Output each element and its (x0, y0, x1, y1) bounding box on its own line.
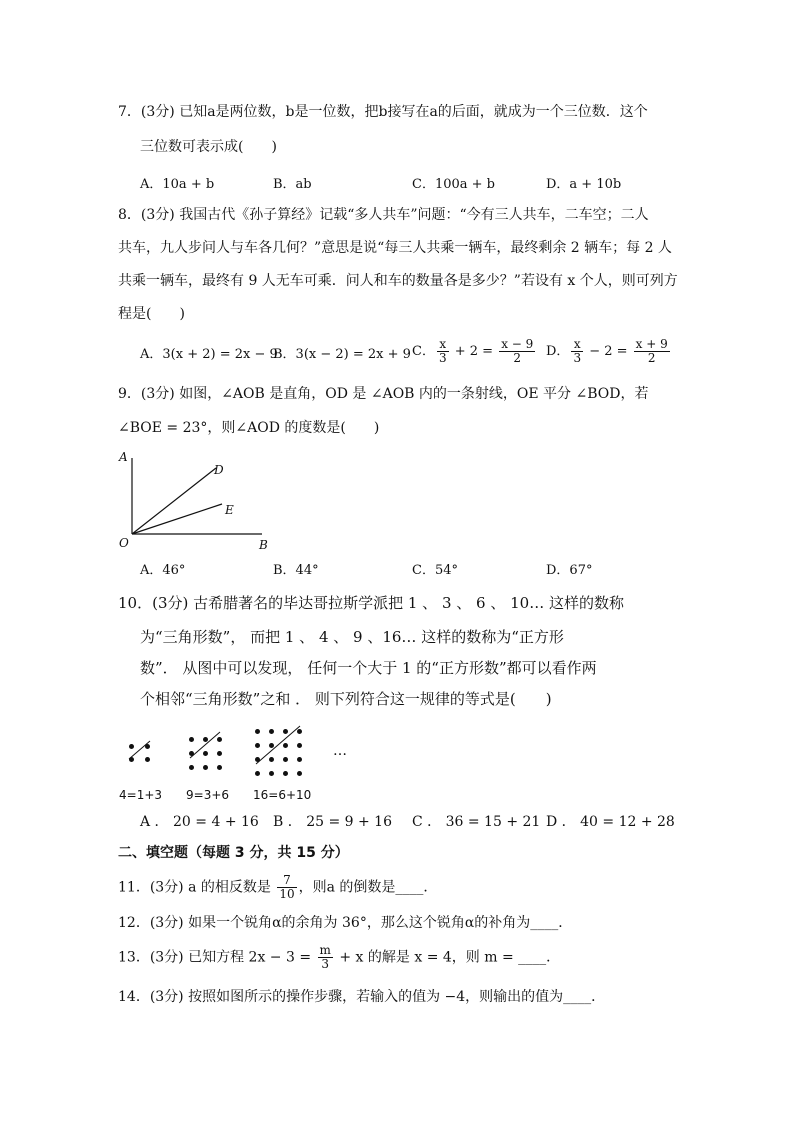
q12: 12．(3分) 如果一个锐角α的余角为 36°，那么这个锐角α的补角为____． (118, 915, 573, 931)
q10-line1: 10．(3分) 古希腊著名的毕达哥拉斯学派把 1 、 3 、 6 、 10… 这样的数称 (118, 594, 624, 612)
q13-fraction: $\frac{m}{3}$ (319, 943, 331, 971)
label-d: D (214, 463, 224, 477)
ray-oe (132, 504, 222, 534)
q9-line2: ∠BOE = 23°，则∠AOD 的度数是( ) (118, 420, 380, 436)
q10-option-a: A ． 20 = 4 + 16 (140, 814, 259, 830)
q7-option-b: B．ab (273, 177, 312, 192)
q8-line3: 共乘一辆车，最终有 9 人无车可乘．问人和车的数量各是多少？”若设有 x 个人，则可列方 (118, 273, 678, 289)
q13: 13．(3分) 已知方程 2x − 3 = $\frac{m}{3}$ + x 的解是 x = 4，则 m = ____． (118, 943, 561, 971)
label-a: A (119, 450, 128, 464)
q7-option-d: D．a + 10b (546, 177, 622, 192)
q9-option-c: C．54° (412, 563, 458, 578)
q8-d-frac1: $\frac{x}{3}$ (573, 337, 582, 365)
caption-9: 9=3+6 (186, 788, 230, 802)
dot-pattern-ellipsis: … (333, 743, 347, 759)
q8-option-a: A．3(x + 2) = 2x − 9 (140, 347, 278, 362)
q7-option-c: C．100a + b (412, 177, 495, 192)
section-fill-in-title: 二、填空题（每题 3 分，共 15 分） (118, 845, 349, 861)
q10-line4: 个相邻“三角形数”之和 ． 则下列符合这一规律的等式是( ) (140, 690, 552, 708)
q7-option-a: A．10a + b (140, 177, 215, 192)
q9-option-d: D．67° (546, 563, 593, 578)
label-b: B (259, 538, 268, 552)
q8-c-frac2: $\frac{x - 9}{2}$ (501, 337, 534, 365)
q10-line3: 数”． 从图中可以发现， 任何一个大于 1 的“正方形数”都可以看作两 (140, 659, 597, 677)
q9-line1: 9．(3分) 如图，∠AOB 是直角，OD 是 ∠AOB 内的一条射线，OE 平分 ∠BOD，若 (118, 386, 649, 402)
q8-option-c: C． $\frac{x}{3}$ + 2 = $\frac{x - 9}{2}$ (412, 337, 534, 365)
q7-line1: 7．(3分) 已知a是两位数，b是一位数，把b接写在a的后面，就成为一个三位数．这个 (118, 104, 648, 120)
q10-option-c: C ． 36 = 15 + 21 (412, 814, 541, 830)
q8-line4: 程是( ) (118, 306, 185, 322)
q11: 11．(3分) a 的相反数是 $\frac{7}{10}$ ，则a 的倒数是____． (118, 873, 438, 901)
q8-line2: 共车，九人步问人与车各几何？”意思是说“每三人共乘一辆车，最终剩余 2 辆车；每 2 人 (118, 240, 672, 256)
q8-d-frac2: $\frac{x + 9}{2}$ (635, 337, 668, 365)
label-e: E (225, 503, 234, 517)
q14: 14．(3分) 按照如图所示的操作步骤，若输入的值为 −4，则输出的值为____． (118, 989, 606, 1005)
q8-option-b: B．3(x − 2) = 2x + 9 (273, 347, 411, 362)
q8-c-frac1: $\frac{x}{3}$ (438, 337, 447, 365)
label-o: O (119, 536, 129, 550)
q10-line2: 为“三角形数”， 而把 1 、 4 、 9 、16… 这样的数称为“正方形 (140, 628, 564, 646)
q8-line1: 8．(3分) 我国古代《孙子算经》记载“多人共车”问题：“今有三人共车，二车空；二人 (118, 207, 649, 223)
q9-option-a: A．46° (140, 563, 186, 578)
q9-angle-figure (112, 448, 282, 553)
caption-16: 16=6+10 (253, 788, 312, 802)
q10-option-b: B ． 25 = 9 + 16 (273, 814, 392, 830)
caption-4: 4=1+3 (119, 788, 163, 802)
q11-fraction: $\frac{7}{10}$ (279, 873, 295, 901)
q8-option-d: D． $\frac{x}{3}$ − 2 = $\frac{x + 9}{2}$ (546, 337, 668, 365)
q9-option-b: B．44° (273, 563, 319, 578)
ray-od (132, 468, 216, 534)
q10-option-d: D ． 40 = 12 + 28 (546, 814, 675, 830)
q7-line2: 三位数可表示成( ) (140, 139, 277, 155)
